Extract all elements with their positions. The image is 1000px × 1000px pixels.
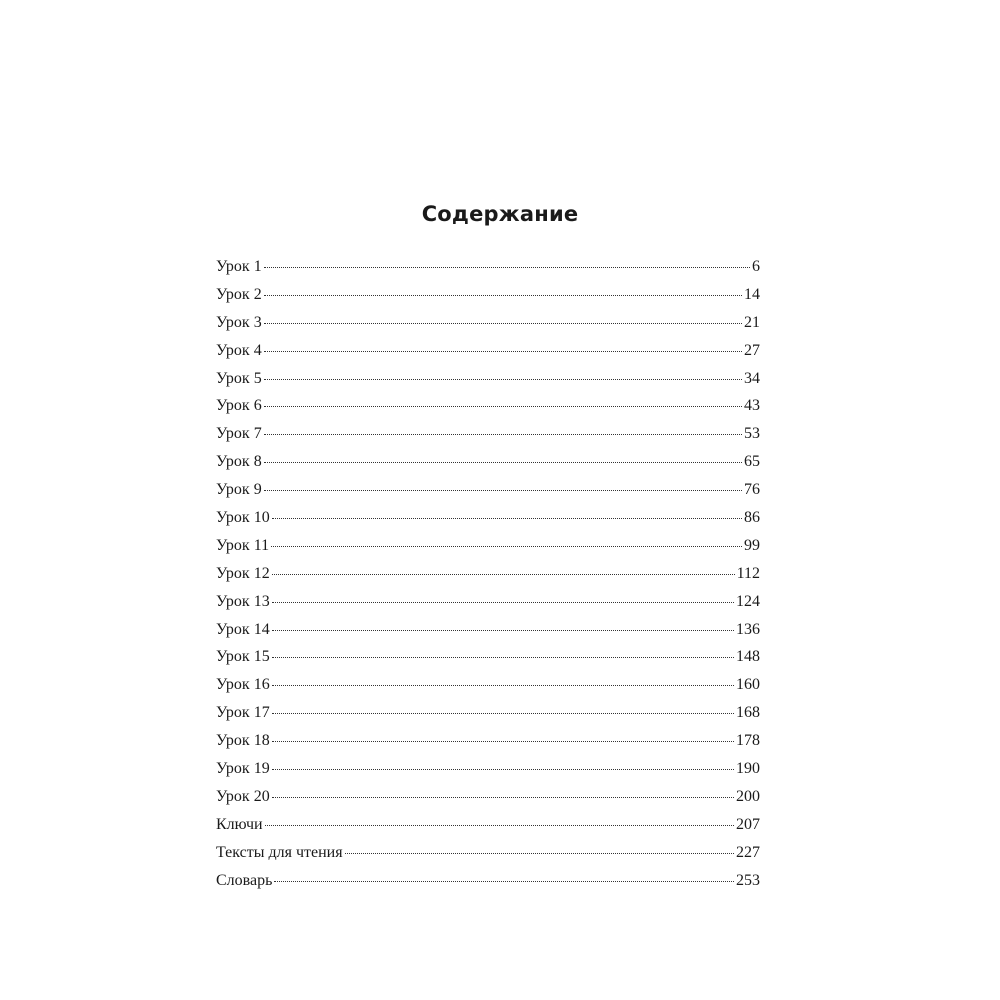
toc-entry-page: 160 (736, 676, 760, 694)
toc-entry-label: Урок 19 (216, 760, 270, 778)
toc-entry (216, 593, 760, 621)
toc-entry-label: Урок 17 (216, 704, 270, 722)
toc-entry-label: Урок 6 (216, 397, 262, 415)
toc-entry-page: 99 (744, 536, 760, 554)
toc-entry (216, 286, 760, 314)
toc-entry-page: 34 (744, 369, 760, 387)
dot-leader (264, 490, 742, 491)
toc-entry-page: 6 (752, 258, 760, 275)
toc-entry-page: 53 (744, 425, 760, 443)
toc-entry (216, 816, 760, 844)
toc-entry (216, 565, 760, 593)
dot-leader (264, 351, 742, 352)
toc-entry-label: Урок 12 (216, 564, 270, 582)
toc-entry-label: Урок 1 (216, 258, 262, 275)
toc-entry-page: 27 (744, 341, 760, 359)
toc-entry-page: 200 (736, 787, 760, 805)
toc-entry-page: 136 (736, 620, 760, 638)
toc-entry (216, 760, 760, 788)
toc-entry-label: Урок 16 (216, 676, 270, 694)
toc-entry-label: Урок 2 (216, 285, 262, 303)
dot-leader (272, 518, 742, 519)
toc-entry-page: 207 (736, 815, 760, 833)
toc-entry-label: Урок 7 (216, 425, 262, 443)
toc-entry-page: 76 (744, 481, 760, 499)
dot-leader (345, 853, 734, 854)
toc-entry (216, 788, 760, 816)
dot-leader (272, 602, 734, 603)
toc-entry-label: Тексты для чтения (216, 843, 343, 861)
toc-entry (216, 872, 760, 900)
toc-entry-label: Урок 10 (216, 509, 270, 527)
dot-leader (272, 741, 734, 742)
toc-entry-page: 178 (736, 732, 760, 750)
dot-leader (264, 295, 742, 296)
dot-leader (264, 434, 742, 435)
toc-entry (216, 537, 760, 565)
toc-entry-page: 112 (736, 564, 760, 582)
toc-entry-page: 227 (736, 843, 760, 861)
toc-entry (216, 397, 760, 425)
toc-entry-page: 168 (736, 704, 760, 722)
toc-entry (216, 648, 760, 676)
toc-entry-label: Урок 4 (216, 341, 262, 359)
dot-leader (264, 406, 742, 407)
toc-entry-label: Урок 8 (216, 453, 262, 471)
dot-leader (272, 713, 734, 714)
toc-entry-page: 65 (744, 453, 760, 471)
toc-entry-page: 253 (736, 871, 760, 889)
toc-entry-label: Урок 15 (216, 648, 270, 666)
toc-entry (216, 844, 760, 872)
toc-entry (216, 704, 760, 732)
toc-entry (216, 732, 760, 760)
toc-entry (216, 342, 760, 370)
toc-entry (216, 676, 760, 704)
toc-entry-label: Урок 18 (216, 732, 270, 750)
dot-leader (271, 546, 742, 547)
toc-entry-label: Словарь (216, 871, 273, 889)
dot-leader (272, 574, 735, 575)
toc-entry-label: Урок 14 (216, 620, 270, 638)
dot-leader (272, 769, 734, 770)
toc-entry-page: 148 (736, 648, 760, 666)
toc-entry-label: Урок 20 (216, 787, 270, 805)
toc-entry (216, 481, 760, 509)
dot-leader (264, 379, 742, 380)
toc-entry-page: 86 (744, 509, 760, 527)
toc-entry-label: Урок 9 (216, 481, 262, 499)
dot-leader (264, 267, 750, 268)
dot-leader (272, 657, 734, 658)
toc-entry-page: 124 (736, 592, 760, 610)
toc-entry-label: Урок 11 (216, 536, 270, 554)
toc-entry (216, 258, 760, 286)
toc-entry-page: 190 (736, 760, 760, 778)
toc-entry-page: 43 (744, 397, 760, 415)
toc-entry (216, 621, 760, 649)
table-of-contents (216, 258, 760, 899)
toc-entry (216, 509, 760, 537)
page-title: Содержание (421, 202, 579, 226)
toc-entry-page: 21 (744, 313, 760, 331)
dot-leader (264, 323, 742, 324)
toc-entry-label: Урок 3 (216, 313, 262, 331)
dot-leader (272, 685, 734, 686)
toc-entry-label: Урок 5 (216, 369, 262, 387)
toc-entry (216, 370, 760, 398)
toc-entry (216, 425, 760, 453)
dot-leader (274, 881, 734, 882)
dot-leader (272, 797, 734, 798)
toc-entry-label: Ключи (216, 815, 263, 833)
dot-leader (264, 462, 742, 463)
dot-leader (265, 825, 734, 826)
toc-entry (216, 314, 760, 342)
dot-leader (272, 630, 734, 631)
toc-entry (216, 453, 760, 481)
toc-entry-label: Урок 13 (216, 592, 270, 610)
toc-entry-page: 14 (744, 285, 760, 303)
